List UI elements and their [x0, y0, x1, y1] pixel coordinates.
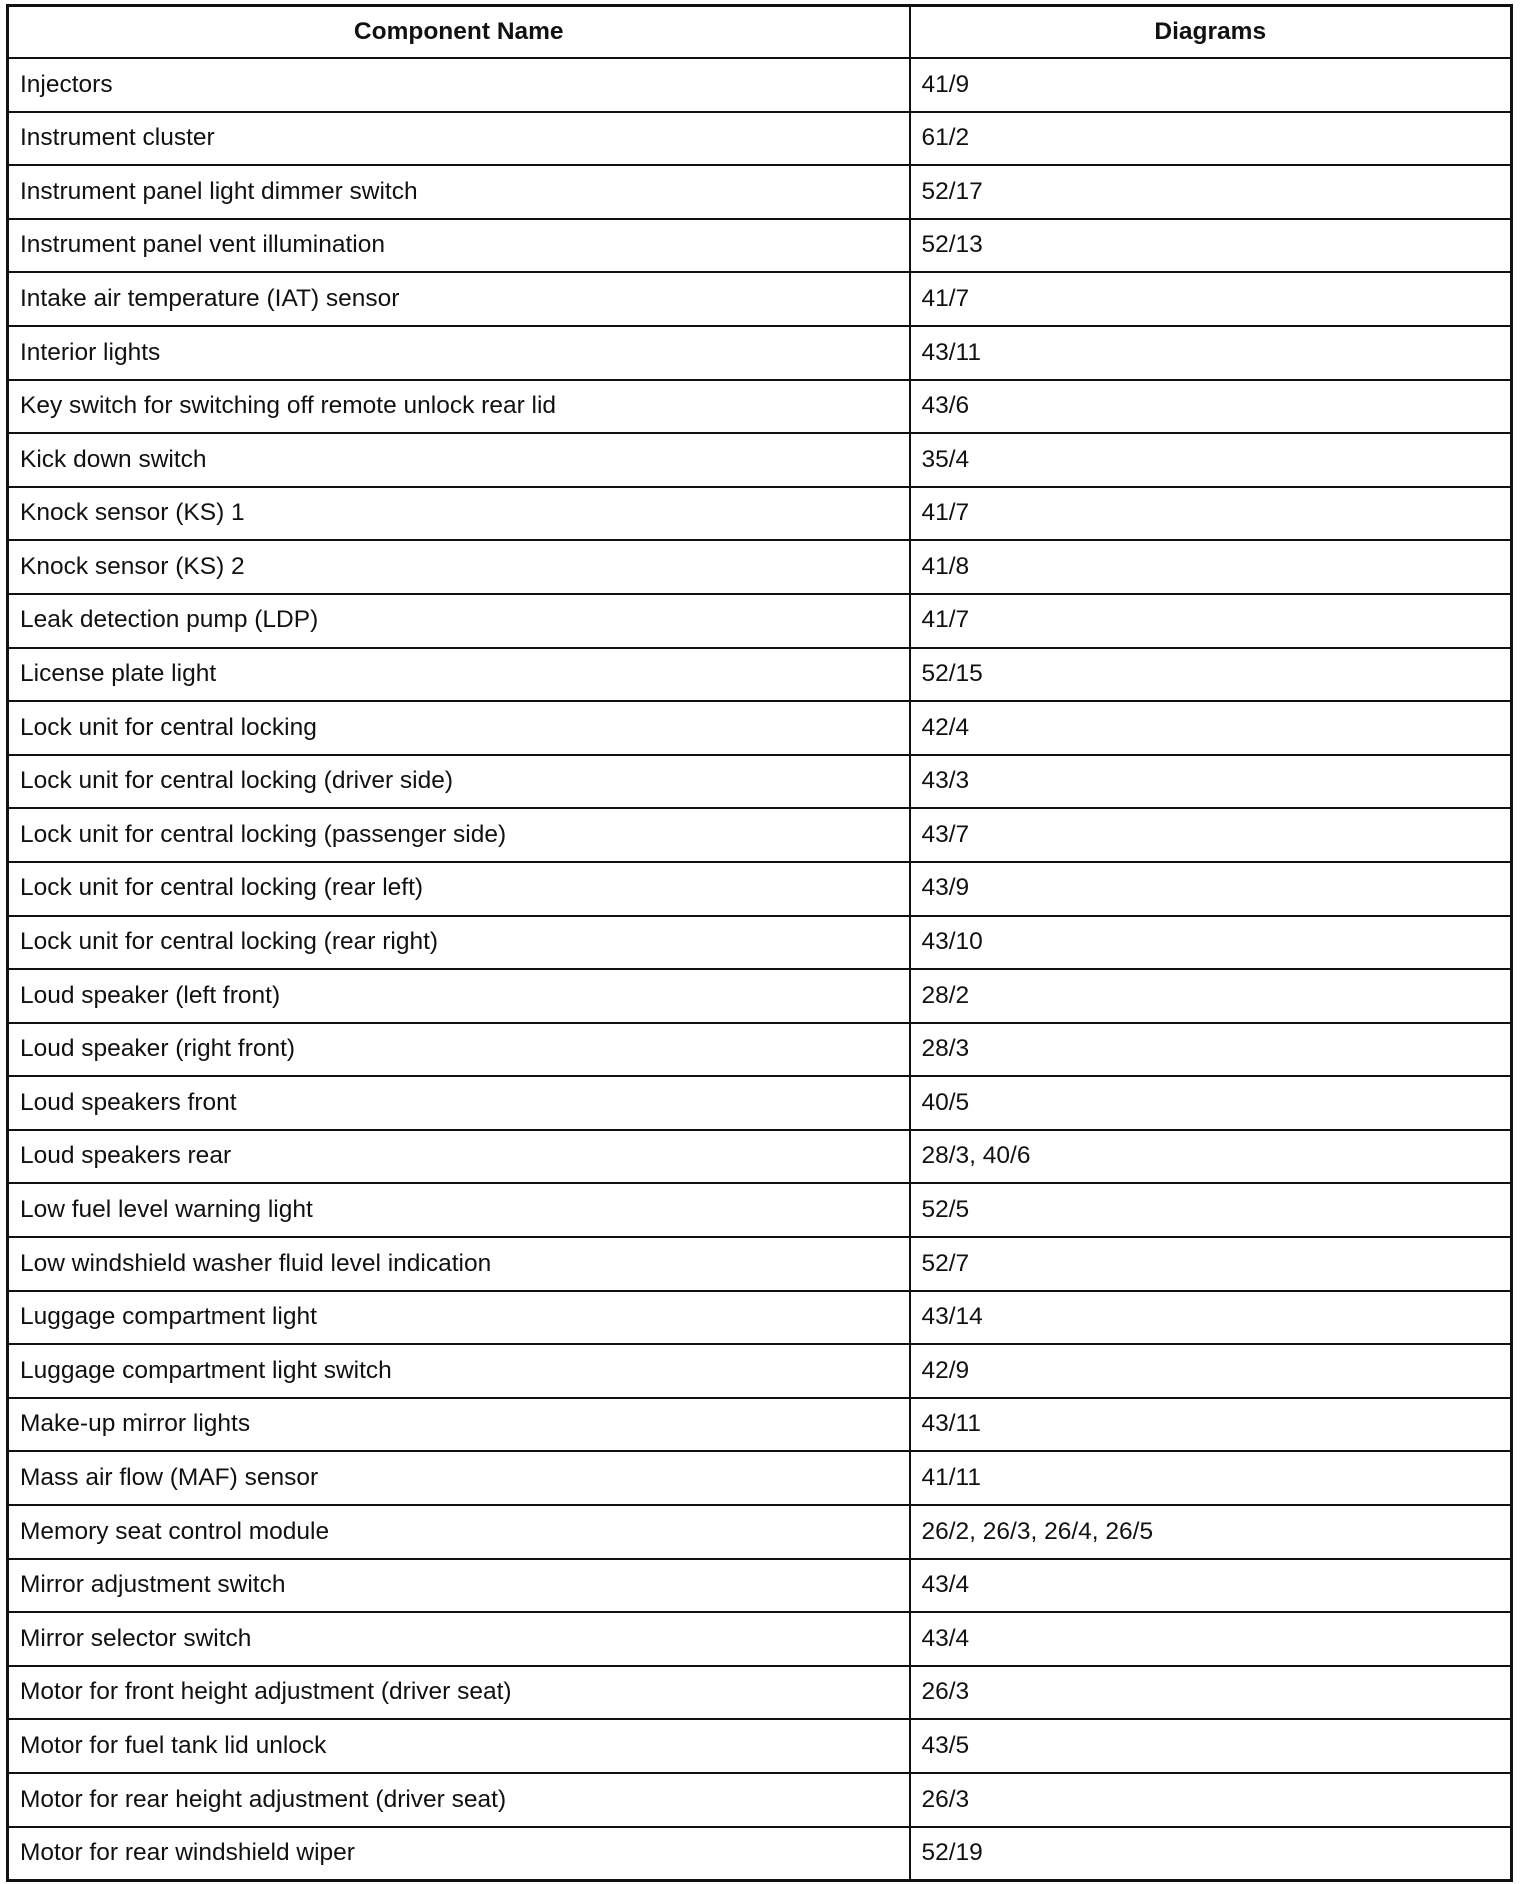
diagrams-cell: 52/15 [910, 648, 1512, 702]
component-name-cell: License plate light [8, 648, 910, 702]
table-row [8, 1505, 1512, 1559]
diagrams-cell: 41/9 [910, 58, 1512, 112]
diagrams-cell: 42/9 [910, 1344, 1512, 1398]
table-row [8, 1023, 1512, 1077]
diagrams-cell: 43/7 [910, 808, 1512, 862]
component-name-cell: Luggage compartment light switch [8, 1344, 910, 1398]
header-diagrams: Diagrams [910, 6, 1512, 59]
component-name-cell: Instrument cluster [8, 112, 910, 166]
component-name-cell: Low windshield washer fluid level indication [8, 1237, 910, 1291]
diagrams-cell: 41/7 [910, 487, 1512, 541]
table-row [8, 648, 1512, 702]
diagrams-cell: 43/14 [910, 1291, 1512, 1345]
diagrams-cell: 28/3 [910, 1023, 1512, 1077]
diagrams-cell: 52/5 [910, 1183, 1512, 1237]
component-name-cell: Knock sensor (KS) 2 [8, 540, 910, 594]
table-row [8, 487, 1512, 541]
table-row [8, 1183, 1512, 1237]
table-row [8, 1559, 1512, 1613]
diagrams-cell: 40/5 [910, 1076, 1512, 1130]
component-name-cell: Injectors [8, 58, 910, 112]
table-row [8, 916, 1512, 970]
component-name-cell: Knock sensor (KS) 1 [8, 487, 910, 541]
diagrams-cell: 43/6 [910, 380, 1512, 434]
table-row [8, 1773, 1512, 1827]
component-name-cell: Motor for rear windshield wiper [8, 1827, 910, 1881]
diagrams-cell: 28/2 [910, 969, 1512, 1023]
component-name-cell: Low fuel level warning light [8, 1183, 910, 1237]
table-row [8, 969, 1512, 1023]
component-name-cell: Lock unit for central locking (passenger side) [8, 808, 910, 862]
diagrams-cell: 28/3, 40/6 [910, 1130, 1512, 1184]
component-name-cell: Intake air temperature (IAT) sensor [8, 272, 910, 326]
table-row [8, 1344, 1512, 1398]
table-row [8, 1291, 1512, 1345]
component-name-cell: Loud speaker (left front) [8, 969, 910, 1023]
component-name-cell: Lock unit for central locking [8, 701, 910, 755]
table-row [8, 1719, 1512, 1773]
diagrams-cell: 52/17 [910, 165, 1512, 219]
table-row [8, 701, 1512, 755]
table-row [8, 1130, 1512, 1184]
table-row [8, 540, 1512, 594]
diagrams-cell: 41/11 [910, 1451, 1512, 1505]
diagrams-cell: 52/13 [910, 219, 1512, 273]
component-name-cell: Loud speakers rear [8, 1130, 910, 1184]
diagrams-cell: 61/2 [910, 112, 1512, 166]
component-name-cell: Motor for fuel tank lid unlock [8, 1719, 910, 1773]
diagrams-cell: 43/4 [910, 1559, 1512, 1613]
table-row [8, 1398, 1512, 1452]
table-row [8, 594, 1512, 648]
component-name-cell: Lock unit for central locking (rear left) [8, 862, 910, 916]
diagrams-cell: 42/4 [910, 701, 1512, 755]
diagrams-cell: 43/9 [910, 862, 1512, 916]
diagrams-cell: 41/7 [910, 272, 1512, 326]
component-name-cell: Key switch for switching off remote unlock rear lid [8, 380, 910, 434]
component-name-cell: Lock unit for central locking (driver side) [8, 755, 910, 809]
diagrams-cell: 26/2, 26/3, 26/4, 26/5 [910, 1505, 1512, 1559]
diagrams-cell: 26/3 [910, 1666, 1512, 1720]
table-row [8, 165, 1512, 219]
diagrams-cell: 43/4 [910, 1612, 1512, 1666]
component-name-cell: Make-up mirror lights [8, 1398, 910, 1452]
component-name-cell: Interior lights [8, 326, 910, 380]
diagrams-cell: 35/4 [910, 433, 1512, 487]
component-name-cell: Loud speaker (right front) [8, 1023, 910, 1077]
diagrams-cell: 43/11 [910, 326, 1512, 380]
table-row [8, 862, 1512, 916]
diagrams-cell: 41/7 [910, 594, 1512, 648]
component-table-container [6, 4, 1510, 1882]
component-name-cell: Motor for rear height adjustment (driver seat) [8, 1773, 910, 1827]
table-row [8, 755, 1512, 809]
component-name-cell: Mirror adjustment switch [8, 1559, 910, 1613]
component-name-cell: Luggage compartment light [8, 1291, 910, 1345]
table-row [8, 380, 1512, 434]
table-row [8, 1237, 1512, 1291]
table-row [8, 112, 1512, 166]
table-row [8, 1827, 1512, 1881]
table-row [8, 1451, 1512, 1505]
component-name-cell: Leak detection pump (LDP) [8, 594, 910, 648]
diagrams-cell: 26/3 [910, 1773, 1512, 1827]
table-row [8, 1612, 1512, 1666]
table-row [8, 58, 1512, 112]
component-name-cell: Mirror selector switch [8, 1612, 910, 1666]
table-header [8, 6, 1512, 59]
diagrams-cell: 52/19 [910, 1827, 1512, 1881]
table-body [8, 58, 1512, 1880]
component-diagram-table [6, 4, 1513, 1882]
diagrams-cell: 43/11 [910, 1398, 1512, 1452]
diagrams-cell: 43/10 [910, 916, 1512, 970]
table-row [8, 219, 1512, 273]
diagrams-cell: 52/7 [910, 1237, 1512, 1291]
component-name-cell: Memory seat control module [8, 1505, 910, 1559]
component-name-cell: Motor for front height adjustment (driver seat) [8, 1666, 910, 1720]
table-row [8, 1076, 1512, 1130]
table-row [8, 272, 1512, 326]
component-name-cell: Lock unit for central locking (rear right) [8, 916, 910, 970]
header-component-name: Component Name [8, 6, 910, 59]
component-name-cell: Instrument panel vent illumination [8, 219, 910, 273]
diagrams-cell: 43/3 [910, 755, 1512, 809]
component-name-cell: Mass air flow (MAF) sensor [8, 1451, 910, 1505]
table-row [8, 433, 1512, 487]
diagrams-cell: 41/8 [910, 540, 1512, 594]
table-row [8, 326, 1512, 380]
header-row [8, 6, 1512, 59]
component-name-cell: Kick down switch [8, 433, 910, 487]
component-name-cell: Instrument panel light dimmer switch [8, 165, 910, 219]
component-name-cell: Loud speakers front [8, 1076, 910, 1130]
table-row [8, 1666, 1512, 1720]
table-row [8, 808, 1512, 862]
diagrams-cell: 43/5 [910, 1719, 1512, 1773]
